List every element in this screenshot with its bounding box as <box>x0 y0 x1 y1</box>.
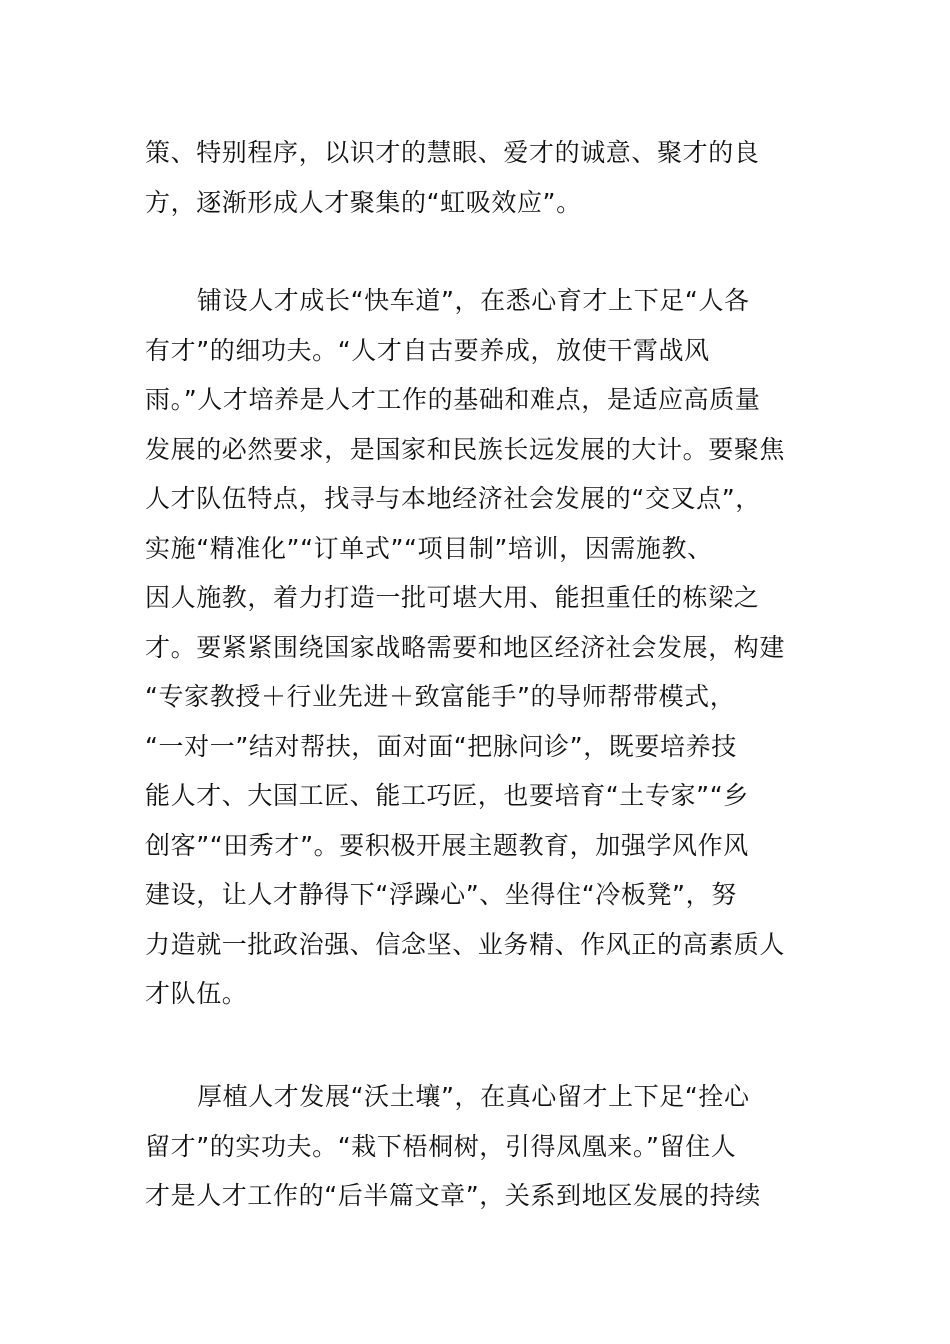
text-line: “一对一”结对帮扶，面对面“把脉问诊”，既要培养技 <box>145 731 737 761</box>
text-line: 才。要紧紧围绕国家战略需要和地区经济社会发展，构建 <box>145 632 786 662</box>
text-line: 才队伍。 <box>145 979 248 1008</box>
text-line: 留才”的实功夫。“栽下梧桐树，引得凤凰来。”留住人 <box>145 1131 737 1161</box>
text-line: 方，逐渐形成人才聚集的“虹吸效应”。 <box>145 187 582 217</box>
text-line: 发展的必然要求，是国家和民族长远发展的大计。要聚焦 <box>145 434 786 464</box>
text-line: 能人才、大国工匠、能工巧匠，也要培育“土专家”“乡 <box>145 781 749 810</box>
text-line: 因人施教，着力打造一批可堪大用、能担重任的栋梁之 <box>145 583 760 612</box>
text-line: 策、特别程序，以识才的慧眼、爱才的诚意、聚才的良 <box>145 138 760 167</box>
paragraph-2 <box>145 276 810 1019</box>
paragraph-1 <box>145 128 810 227</box>
text-line: 才是人才工作的“后半篇文章”，关系到地区发展的持续 <box>145 1181 761 1210</box>
text-line: “专家教授＋行业先进＋致富能手”的导师帮带模式， <box>145 682 736 711</box>
text-line: 铺设人才成长“快车道”，在悉心育才上下足“人各 <box>197 286 750 315</box>
text-line: 雨。”人才培养是人才工作的基础和难点，是适应高质量 <box>145 385 761 414</box>
text-line: 厚植人才发展“沃土壤”，在真心留才上下足“拴心 <box>197 1082 750 1111</box>
text-line: 建设，让人才静得下“浮躁心”、坐得住“冷板凳”，努 <box>145 880 737 909</box>
text-line: 创客”“田秀才”。要积极开展主题教育，加强学风作风 <box>145 830 749 860</box>
paragraph-3 <box>145 1072 810 1221</box>
text-line: 人才队伍特点，找寻与本地经济社会发展的“交叉点”， <box>145 484 761 513</box>
text-line: 实施“精准化”“订单式”“项目制”培训，因需施教、 <box>145 533 713 563</box>
text-line: 有才”的细功夫。“人才自古要养成，放使干霄战风 <box>145 335 710 365</box>
text-line: 力造就一批政治强、信念坚、业务精、作风正的高素质人 <box>145 929 786 959</box>
